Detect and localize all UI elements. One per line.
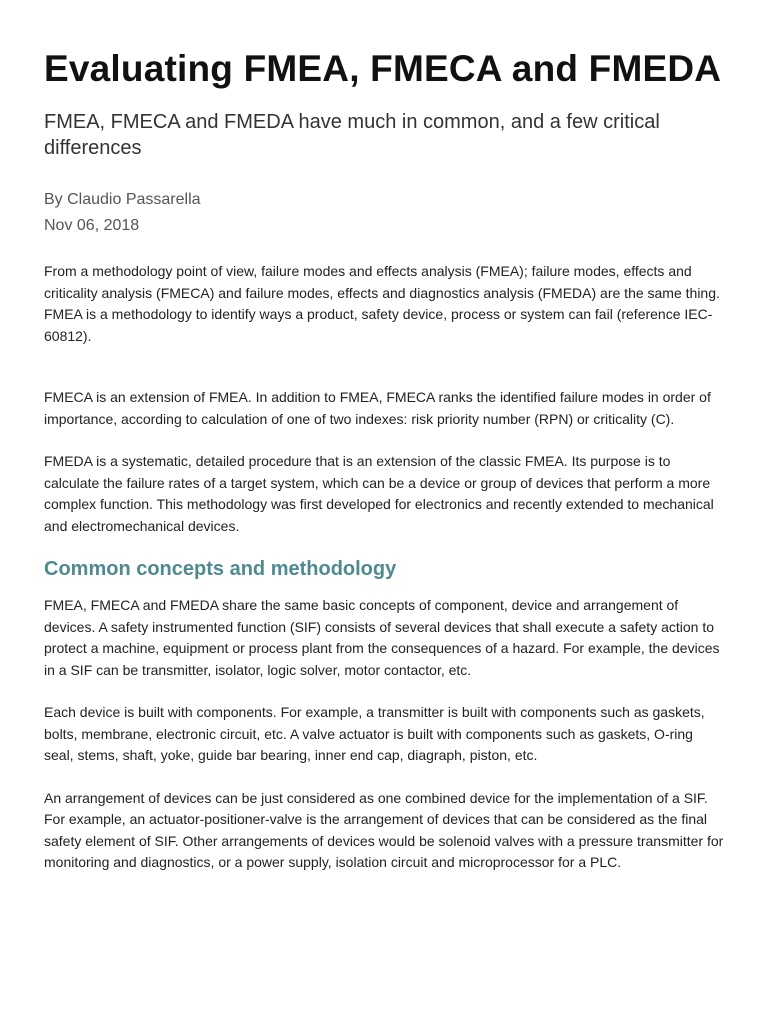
- paragraph: From a methodology point of view, failure modes and effects analysis (FMEA); failure modes, effects and criticality analysis (FMECA) and failure modes, effects and diagnostics analysis (FMEDA) are the same thing. FMEA is a methodology to identify ways a product, safety device, process or system can fail (reference IEC-60812).: [44, 263, 720, 344]
- paragraph: An arrangement of devices can be just considered as one combined device for the implementation of a SIF. For example, an actuator-positioner-valve is the arrangement of devices that can be considered as the final safety element of SIF. Other arrangements of devices would be solenoid valves with a pressure transmitter for monitoring and diagnostics, or a power supply, isolation circuit and microprocessor for a PLC.: [44, 789, 724, 870]
- article-subtitle: FMEA, FMECA and FMEDA have much in common, and a few critical differences: [44, 111, 660, 159]
- article-body: [44, 261, 724, 874]
- section-heading: Common concepts and methodology: [44, 558, 397, 580]
- publish-date: Nov 06, 2018: [44, 217, 140, 234]
- paragraph: FMEA, FMECA and FMEDA share the same basic concepts of component, device and arrangement of devices. A safety instrumented function (SIF) consists of several devices that shall execute a safety action to protect a machine, equipment or process plant from the consequences of a hazard. For example, the devices in a SIF can be transmitter, isolator, logic solver, motor contactor, etc.: [44, 597, 720, 678]
- paragraph: FMEDA is a systematic, detailed procedure that is an extension of the classic FMEA. Its purpose is to calculate the failure rates of a target system, which can be a device or group of devices that perform a more complex function. This methodology was first developed for electronics and recently extended to mechanical and electromechanical devices.: [44, 453, 714, 534]
- paragraph: Each device is built with components. For example, a transmitter is built with components such as gaskets, bolts, membrane, electronic circuit, etc. A valve actuator is built with components such as gaskets, O-ring seal, stems, shaft, yoke, guide bar bearing, inner end cap, diagraph, piston, etc.: [44, 704, 705, 763]
- author-link[interactable]: By Claudio Passarella: [44, 191, 201, 208]
- paragraph: FMECA is an extension of FMEA. In addition to FMEA, FMECA ranks the identified failure modes in order of importance, according to calculation of one of two indexes: risk priority number (RPN) or criticality (C).: [44, 389, 711, 427]
- article-title: Evaluating FMEA, FMECA and FMEDA: [44, 48, 722, 89]
- byline: [44, 187, 724, 239]
